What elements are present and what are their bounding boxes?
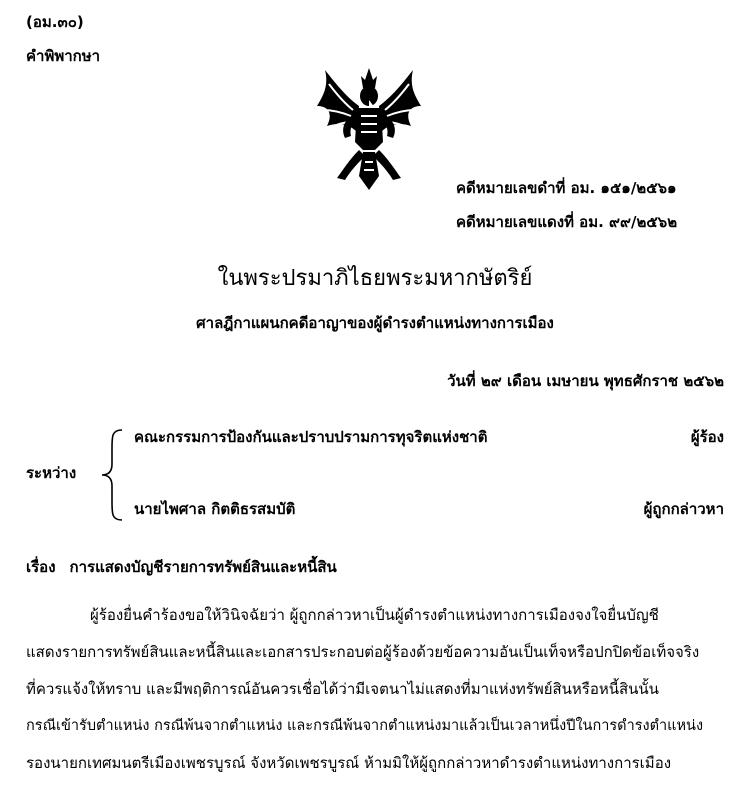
body-line: ที่ควรแจ้งให้ทราบ และมีพฤติการณ์อันควรเชื่อได้ว่ามีเจตนาไม่แสดงที่มาแห่งทรัพย์สินหรือหนี้สินนั้น bbox=[26, 680, 659, 698]
plaintiff-role: ผู้ร้อง bbox=[690, 428, 724, 446]
body-line: รองนายกเทศมนตรีเมืองเพชรบูรณ์ จังหวัดเพชรบูรณ์ ห้ามมิให้ผู้ถูกกล่าวหาดำรงตำแหน่งทางการเมือง bbox=[26, 754, 672, 772]
subject-line bbox=[26, 555, 337, 579]
defendant-name: นายไพศาล กิตติธรสมบัติ bbox=[134, 500, 296, 518]
court-name: ศาลฎีกาแผนกคดีอาญาของผู้ดำรงตำแหน่งทางการเมือง bbox=[196, 314, 554, 332]
plaintiff-name: คณะกรรมการป้องกันและปราบปรามการทุจริตแห่งชาติ bbox=[134, 428, 488, 446]
document-type: คำพิพากษา bbox=[26, 47, 101, 65]
between-label: ระหว่าง bbox=[26, 464, 77, 482]
black-case-number: คดีหมายเลขดำที่ อม. ๑๕๑/๒๕๖๑ bbox=[456, 179, 677, 197]
subject-text: การแสดงบัญชีรายการทรัพย์สินและหนี้สิน bbox=[69, 558, 337, 576]
red-case-number: คดีหมายเลขแดงที่ อม. ๙๙/๒๕๖๒ bbox=[456, 213, 678, 231]
body-line: แสดงรายการทรัพย์สินและหนี้สินและเอกสารประกอบต่อผู้ร้องด้วยข้อความอันเป็นเท็จหรือปกปิดข้อเท็จจริง bbox=[26, 643, 700, 661]
subject-label: เรื่อง bbox=[26, 558, 56, 576]
garuda-emblem-icon bbox=[315, 66, 423, 192]
curly-brace-icon bbox=[100, 428, 126, 522]
body-line: กรณีเข้ารับตำแหน่ง กรณีพ้นจากตำแหน่ง และกรณีพ้นจากตำแหน่งมาแล้วเป็นเวลาหนึ่งปีในการดำรงตำแหน่ง bbox=[26, 718, 704, 734]
royal-heading: ในพระปรมาภิไธยพระมหากษัตริย์ bbox=[217, 266, 533, 291]
judgment-date: วันที่ ๒๙ เดือน เมษายน พุทธศักราช ๒๕๖๒ bbox=[447, 372, 724, 390]
form-code: (อม.๓๐) bbox=[26, 13, 84, 31]
defendant-role: ผู้ถูกกล่าวหา bbox=[643, 500, 724, 518]
body-line: ผู้ร้องยื่นคำร้องขอให้วินิจฉัยว่า ผู้ถูกกล่าวหาเป็นผู้ดำรงตำแหน่งทางการเมืองจงใจยื่นบัญชี bbox=[90, 606, 659, 624]
